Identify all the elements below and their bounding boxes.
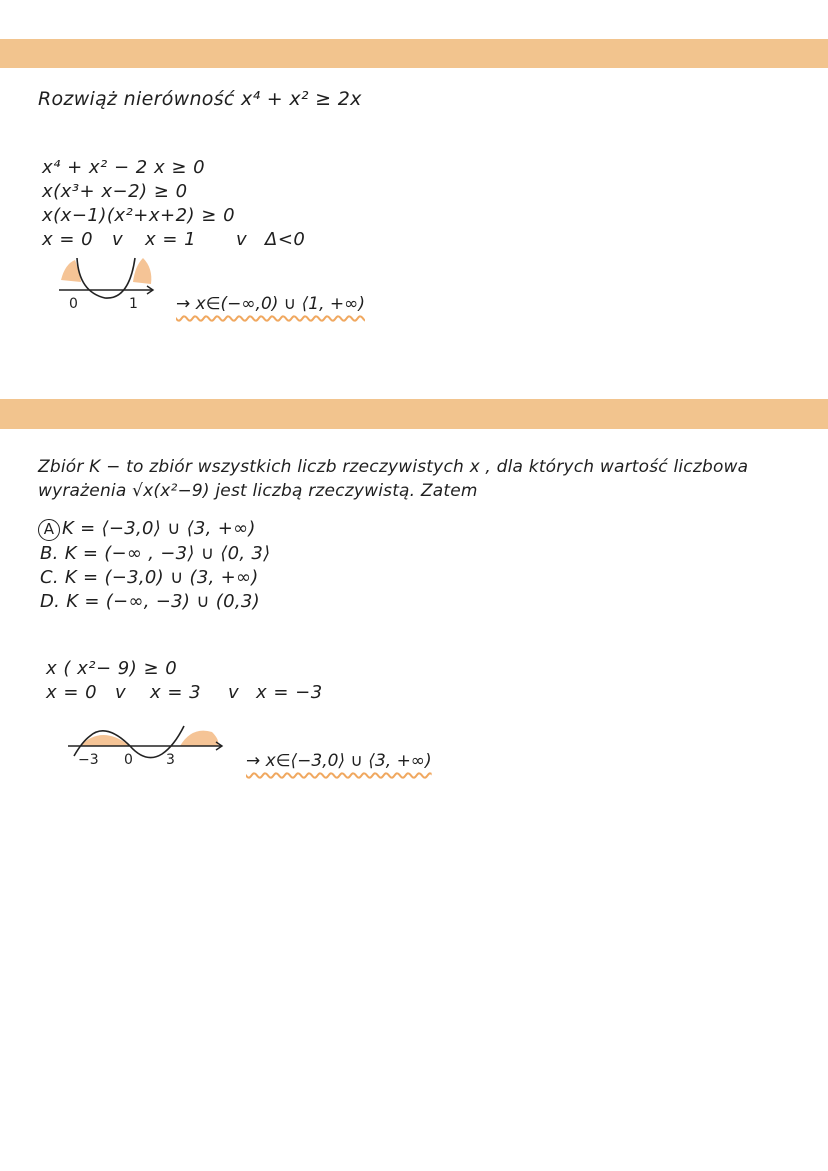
task1-or-1: v: [112, 229, 124, 250]
task2-root-0: x = 0: [46, 682, 98, 703]
option-b-letter: B.: [40, 543, 59, 564]
option-d-text: K = (−∞, −3) ∪ (0,3): [60, 591, 260, 612]
task1-root-1: x = 1: [145, 229, 197, 250]
axis-label-1: 1: [129, 296, 138, 312]
header-band-2: [0, 399, 828, 429]
task1-delta: Δ<0: [265, 229, 306, 250]
axis-label-minus-3: −3: [78, 752, 99, 768]
task1-answer: [176, 294, 365, 314]
task2-answer: [246, 751, 432, 771]
task2-line-2: wyrażenia √x(x²−9) jest liczbą rzeczywistą. Zatem: [38, 481, 478, 501]
option-a-text: K = ⟨−3,0⟩ ∪ ⟨3, +∞): [62, 518, 256, 539]
task2-or-2: v: [228, 682, 240, 703]
sign-curve: [77, 258, 135, 298]
option-d: [40, 591, 260, 612]
task1-root-0: x = 0: [42, 229, 94, 250]
task1-answer-text: → x∈(−∞,0) ∪ ⟨1, +∞): [176, 294, 365, 314]
axis-label-3: 3: [166, 752, 175, 768]
option-a-circled-letter: A: [38, 519, 60, 541]
shade-middle: [80, 735, 130, 746]
task1-step-2: x(x³+ x−2) ≥ 0: [42, 181, 188, 202]
task1-sign-diagram: [55, 252, 165, 322]
shade-right: [133, 258, 151, 284]
option-c-letter: C.: [40, 567, 59, 588]
option-c: [40, 567, 259, 588]
shade-right: [180, 731, 218, 746]
task1-step-3: x(x−1)(x²+x+2) ≥ 0: [42, 205, 236, 226]
option-a: [38, 518, 256, 541]
task1-or-2: v: [236, 229, 248, 250]
task2-root-minus-3: x = −3: [256, 682, 323, 703]
header-band-1: [0, 39, 828, 68]
option-c-text: K = (−3,0) ∪ (3, +∞): [58, 567, 259, 588]
axis-label-0: 0: [69, 296, 78, 312]
task2-line-1: Zbiór K − to zbiór wszystkich liczb rzeczywistych x , dla których wartość liczbowa: [38, 457, 749, 477]
task2-answer-text: → x∈⟨−3,0⟩ ∪ ⟨3, +∞): [246, 751, 432, 771]
task2-sign-diagram: [62, 718, 227, 778]
task2-or-1: v: [115, 682, 127, 703]
option-b-text: K = (−∞ , −3⟩ ∪ ⟨0, 3⟩: [58, 543, 271, 564]
axis-label-0: 0: [124, 752, 133, 768]
task2-root-3: x = 3: [150, 682, 202, 703]
option-d-letter: D.: [40, 591, 61, 612]
task1-step-1: x⁴ + x² − 2 x ≥ 0: [42, 157, 206, 178]
task1-title: Rozwiąż nierówność x⁴ + x² ≥ 2x: [38, 88, 362, 110]
task2-step: x ( x²− 9) ≥ 0: [46, 658, 178, 679]
option-b: [40, 543, 270, 564]
